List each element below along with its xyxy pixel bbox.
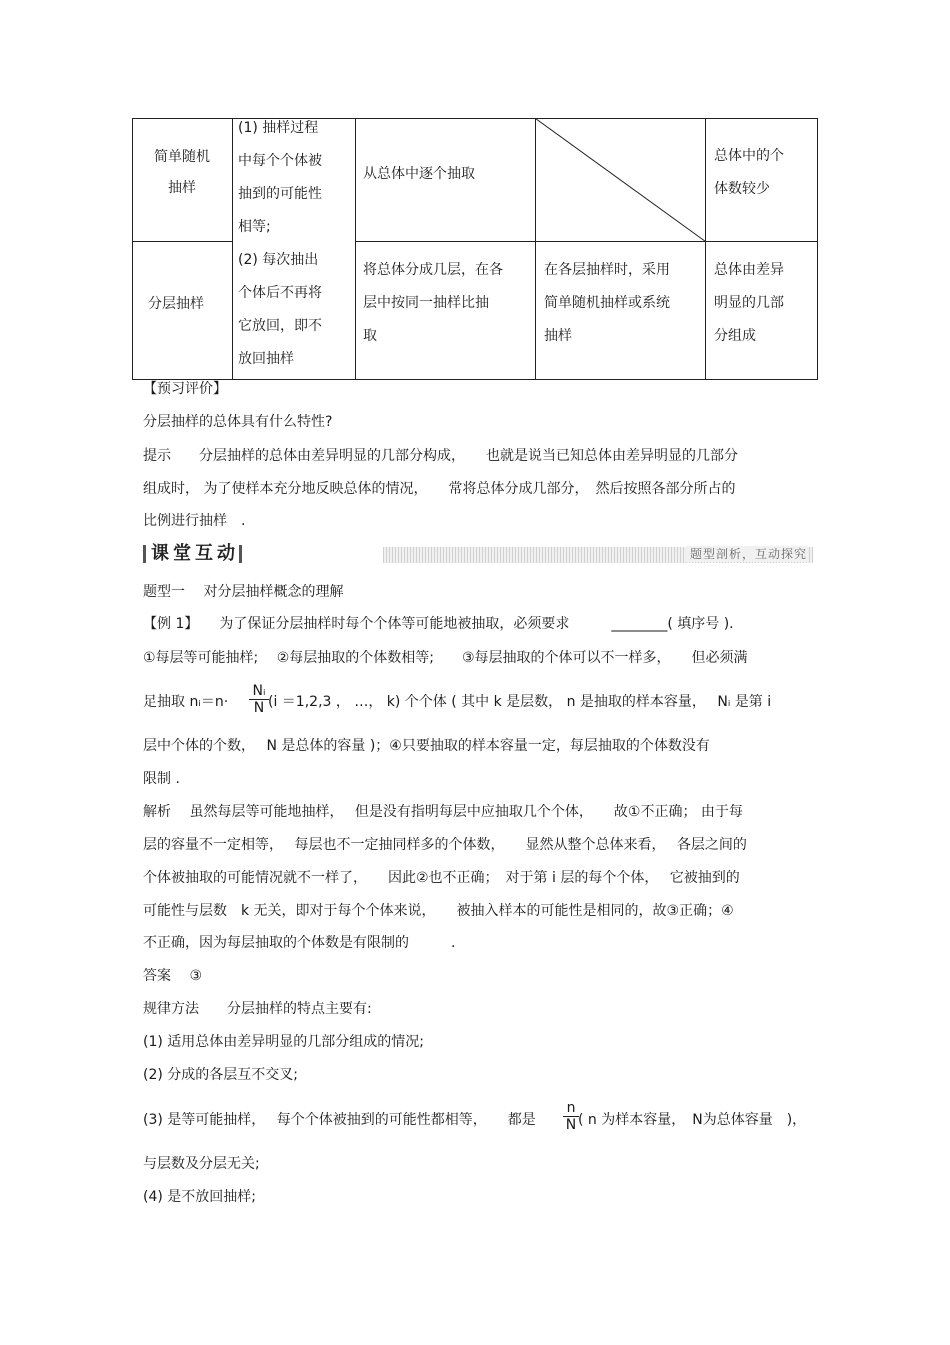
rule-heading: 规律方法 分层抽样的特点主要有: bbox=[143, 1001, 372, 1017]
hint-line: 比例进行抽样 . bbox=[143, 513, 246, 529]
row2-scope-line: 明显的几部 bbox=[714, 295, 784, 311]
row1-method-text: 简单随机抽样 bbox=[154, 149, 210, 196]
example-line: ①每层等可能抽样; ②每层抽取的个体数相等; ③每层抽取的个体可以不一样多， 但必须满 bbox=[143, 650, 748, 666]
preview-heading: 【预习评价】 bbox=[143, 381, 227, 397]
common-feature-line: 相等; bbox=[238, 219, 271, 235]
row2-method: 分层抽样 bbox=[148, 296, 204, 312]
analysis-line: 可能性与层数 k 无关，即对于每个个体来说， 被抽入样本的可能性是相同的，故③正确；④ bbox=[143, 903, 734, 919]
analysis-line: 解析 虽然每层等可能地抽样， 但是没有指明每层中应抽取几个个体， 故①不正确； 由于每 bbox=[143, 804, 743, 820]
hint-line: 组成时， 为了使样本充分地反映总体的情况， 常将总体分成几部分， 然后按照各部分所占的 bbox=[143, 481, 736, 497]
row2-process-line: 将总体分成几层，在各 bbox=[363, 262, 503, 278]
topic-heading: 题型一 对分层抽样概念的理解 bbox=[143, 584, 344, 600]
common-feature-cell bbox=[238, 112, 350, 376]
common-feature-line: 中每个个体被 bbox=[238, 153, 322, 169]
row2-relation-line: 在各层抽样时，采用 bbox=[544, 262, 670, 278]
row1-method bbox=[132, 142, 232, 204]
common-feature-line: 个体后不再将 bbox=[238, 285, 322, 301]
example-line: 层中个体的个数， N 是总体的容量 )；④只要抽取的样本容量一定，每层抽取的个体数没有 bbox=[143, 738, 710, 754]
fraction-ni-over-n bbox=[249, 683, 269, 716]
row2-relation bbox=[544, 254, 670, 353]
fraction-numerator: n bbox=[566, 1100, 576, 1116]
analysis-line: 不正确，因为每层抽取的个体数是有限制的 . bbox=[143, 935, 456, 951]
row2-scope bbox=[714, 254, 784, 353]
common-feature-line: 放回抽样 bbox=[238, 351, 294, 367]
row2-relation-line: 抽样 bbox=[544, 328, 572, 344]
section-banner bbox=[143, 543, 813, 565]
analysis-line: 个体被抽取的可能情况就不一样了， 因此②也不正确； 对于第 i 层的每个个体， 它被抽到的 bbox=[143, 870, 740, 886]
empty-cell-diagonal bbox=[536, 119, 706, 242]
fraction-denominator: N bbox=[565, 1117, 577, 1133]
row2-process-line: 取 bbox=[363, 328, 377, 344]
banner-tag: 题型剖析，互动探究 bbox=[686, 546, 807, 562]
example-line: (i ＝1,2,3 ， …， k) 个个体 ( 其中 k 是层数， n 是抽取的样本容量， Nᵢ 是第 i bbox=[268, 694, 772, 710]
answer: 答案 ③ bbox=[143, 968, 203, 984]
hint-line: 提示 分层抽样的总体由差异明显的几部分构成， 也就是说当已知总体由差异明显的几部分 bbox=[143, 448, 738, 464]
example-line: 限制 . bbox=[143, 771, 180, 787]
rule-item: (1) 适用总体由差异明显的几部分组成的情况; bbox=[143, 1034, 424, 1050]
row1-scope-line: 总体中的个 bbox=[714, 148, 784, 164]
banner-divider-icon bbox=[239, 545, 242, 563]
row2-process-line: 层中按同一抽样比抽 bbox=[363, 295, 489, 311]
row2-scope-line: 总体由差异 bbox=[714, 262, 784, 278]
rule-item: 与层数及分层无关; bbox=[143, 1156, 260, 1172]
row1-process: 从总体中逐个抽取 bbox=[363, 166, 475, 182]
analysis-line: 层的容量不一定相等， 每层也不一定抽同样多的个体数， 显然从整个总体来看， 各层之间的 bbox=[143, 837, 747, 853]
common-feature-line: 抽到的可能性 bbox=[238, 186, 322, 202]
common-feature-line: (1) 抽样过程 bbox=[238, 120, 319, 136]
banner-bar-icon bbox=[143, 545, 146, 563]
row1-scope bbox=[714, 140, 784, 206]
common-feature-line: (2) 每次抽出 bbox=[238, 252, 319, 268]
rule-item: (4) 是不放回抽样; bbox=[143, 1189, 256, 1205]
row2-process bbox=[363, 254, 503, 353]
rule-item: (3) 是等可能抽样， 每个个体被抽到的可能性都相等， 都是 bbox=[143, 1112, 536, 1128]
example-line: 足抽取 nᵢ＝n· bbox=[143, 694, 229, 710]
rule-item: ( n 为样本容量， N为总体容量 )， bbox=[578, 1112, 807, 1128]
fraction-numerator: Nᵢ bbox=[252, 683, 266, 699]
fraction-denominator: N bbox=[253, 700, 265, 716]
row1-scope-line: 体数较少 bbox=[714, 181, 770, 197]
example-line: 【例 1】 为了保证分层抽样时每个个体等可能地被抽取，必须要求 ________( 填序号 ). bbox=[143, 616, 734, 632]
fraction-n-over-n bbox=[563, 1100, 579, 1133]
preview-question: 分层抽样的总体具有什么特性? bbox=[143, 414, 333, 430]
common-feature-line: 它放回，即不 bbox=[238, 318, 322, 334]
banner-title: 课堂互动 bbox=[151, 543, 239, 564]
row2-scope-line: 分组成 bbox=[714, 328, 756, 344]
rule-item: (2) 分成的各层互不交叉; bbox=[143, 1067, 298, 1083]
row2-relation-line: 简单随机抽样或系统 bbox=[544, 295, 670, 311]
